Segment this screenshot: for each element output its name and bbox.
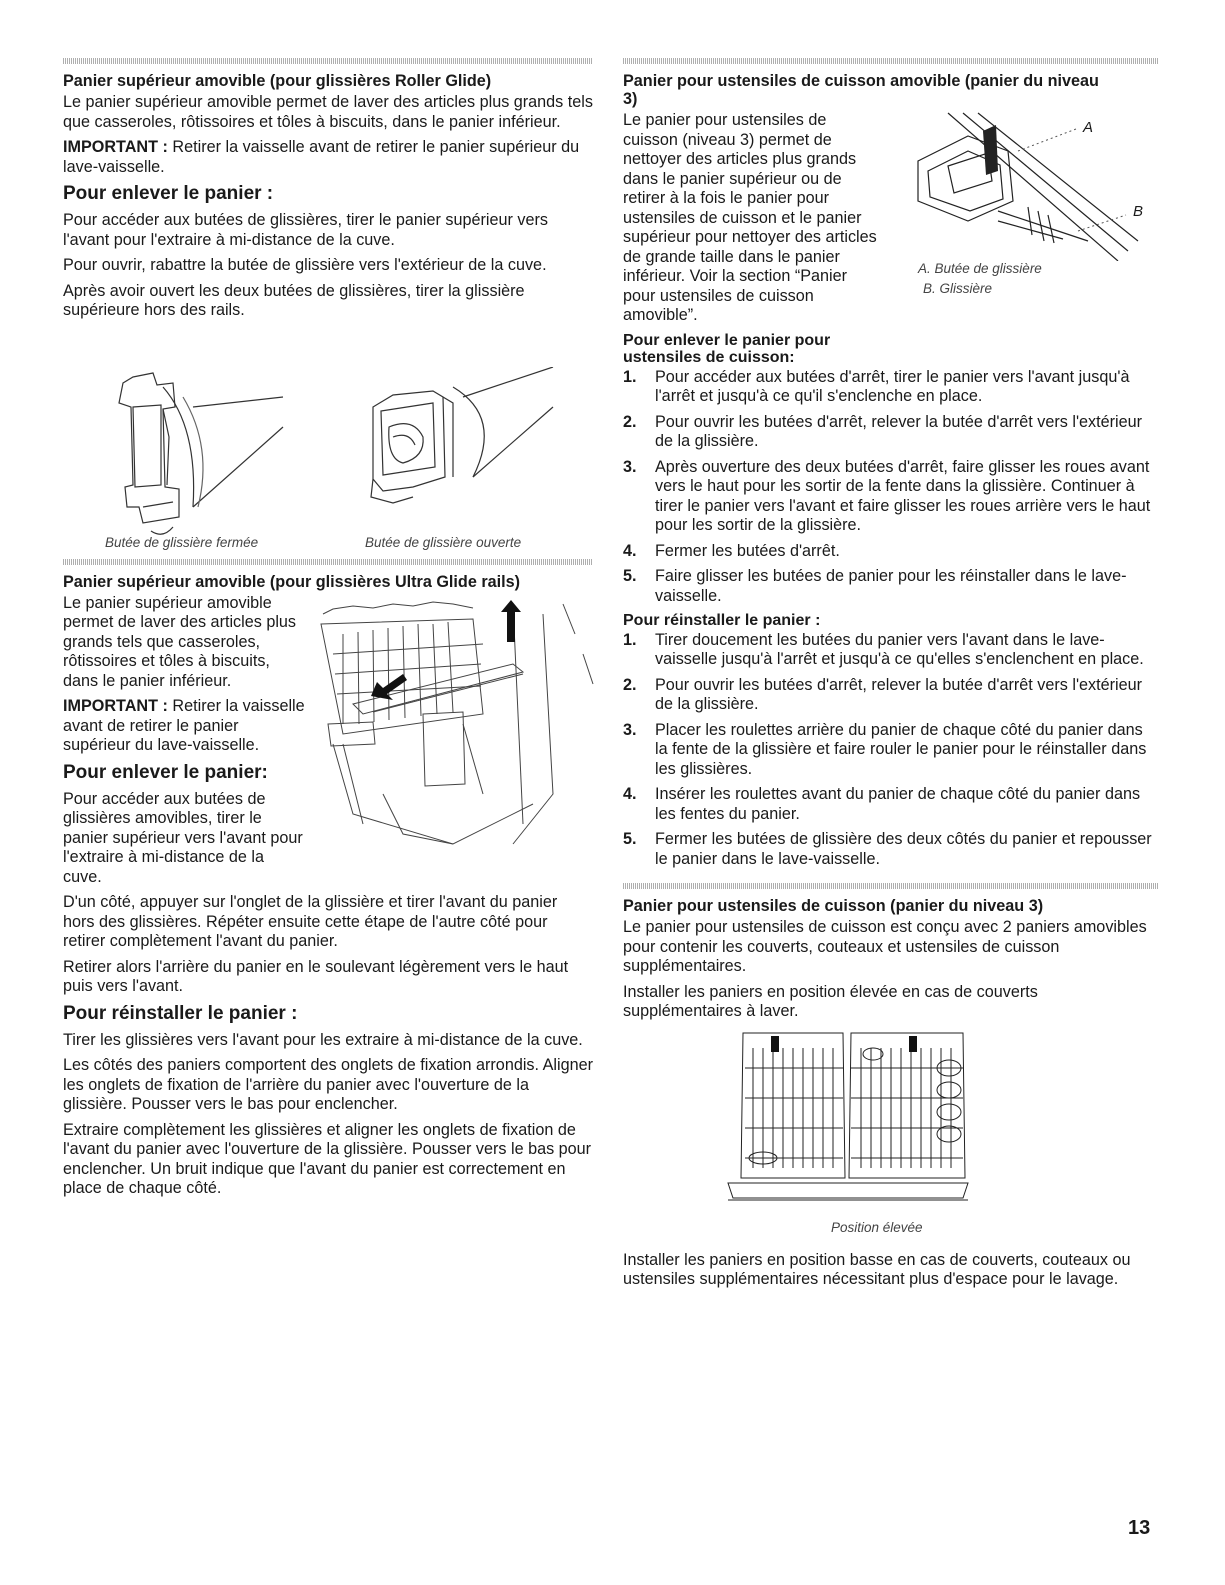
list-item <box>623 542 1158 562</box>
step-text: Pour ouvrir les butées d'arrêt, relever la butée d'arrêt vers l'extérieur de la glissière. <box>655 675 1143 713</box>
important-note <box>63 138 593 177</box>
paragraph: Le panier supérieur amovible permet de laver des articles plus grands tels que casseroles, rôtissoires et tôles à biscuits, dans le panier inférieur. <box>63 93 593 131</box>
important-text: Retirer la vaisselle avant de retirer le panier supérieur du lave-vaisselle. <box>63 697 305 754</box>
page-number: 13 <box>1128 1517 1151 1539</box>
list-item <box>623 721 1158 780</box>
paragraph: Les côtés des paniers comportent des onglets de fixation arrondis. Aligner les onglets de fixation de l'arrière du panier avec l'ouverture de la glissière. Pousser vers le bas pour enclencher. <box>63 1056 593 1113</box>
step-text: Insérer les roulettes avant du panier de chaque côté du panier dans les fentes du panier. <box>655 785 1141 823</box>
section-title-ultra-glide: Panier supérieur amovible (pour glissières Ultra Glide rails) <box>63 572 521 591</box>
step-number: 4. <box>623 785 637 803</box>
callout-label-b: B <box>1133 203 1144 220</box>
important-text: Retirer la vaisselle avant de retirer le panier supérieur du lave-vaisselle. <box>63 138 580 176</box>
step-number: 1. <box>623 367 637 386</box>
slide-stop-rail-illustration <box>888 111 1148 261</box>
important-label: IMPORTANT : <box>63 697 168 715</box>
list-item <box>623 458 1158 536</box>
ultra-glide-block <box>63 594 593 997</box>
step-number: 1. <box>623 630 637 649</box>
step-number: 3. <box>623 720 637 739</box>
list-item <box>623 413 1158 452</box>
paragraph: Extraire complètement les glissières et aligner les onglets de fixation de l'avant du panier avec l'ouverture de la glissière. Pousser vers le bas pour enclencher. Un bruit indique que l'avant du panier est correctement en place de chaque côté. <box>63 1120 592 1197</box>
subheading-remove-basket: Pour enlever le panier: <box>63 761 268 783</box>
remove-steps-list <box>623 368 1158 607</box>
list-item <box>623 676 1158 715</box>
paragraph: D'un côté, appuyer sur l'onglet de la glissière et tirer l'avant du panier hors des glissières. Répéter ensuite cette étape de l'autre côté pour retirer complètement l'avant du panier. <box>63 893 558 950</box>
section-title-roller-glide: Panier supérieur amovible (pour glissières Roller Glide) <box>63 72 492 90</box>
list-item <box>623 567 1158 606</box>
figure-slide-stop-rail <box>888 111 1158 301</box>
subheading-remove-cookware-basket: Pour enlever le panier pour ustensiles de cuisson: <box>623 331 831 366</box>
paragraph: Retirer alors l'arrière du panier en le soulevant légèrement vers le haut puis vers l'avant. <box>63 957 569 995</box>
paragraph: Installer les paniers en position basse en cas de couverts, couteaux ou ustensiles supplémentaires nécessitant plus d'espace pour le lavage. <box>623 1250 1131 1288</box>
caption-slide-stop: A. Butée de glissière <box>918 261 1042 276</box>
step-text: Fermer les butées de glissière des deux côtés du panier et repousser le panier dans le lave-vaisselle. <box>655 830 1152 868</box>
figure-slide-stops <box>63 327 593 559</box>
left-column <box>63 58 593 1205</box>
slide-stop-open-illustration <box>353 367 613 547</box>
list-item <box>623 830 1158 869</box>
section-divider <box>623 58 1158 64</box>
cookware-basket-intro <box>623 111 1158 367</box>
section-title-cookware-basket-removable: Panier pour ustensiles de cuisson amovible (panier du niveau 3) <box>623 72 1099 108</box>
step-text: Placer les roulettes arrière du panier de chaque côté du panier dans la fente de la glissière et faire rouler le panier pour le réinstaller dans les glissières. <box>655 720 1147 778</box>
step-text: Fermer les butées d'arrêt. <box>655 541 840 560</box>
list-item <box>623 368 1158 407</box>
paragraph: Le panier pour ustensiles de cuisson est conçu avec 2 paniers amovibles pour contenir les couverts, couteaux et ustensiles de cuisson supplémentaires. <box>623 918 1147 975</box>
important-label: IMPORTANT : <box>63 138 168 156</box>
paragraph: Pour accéder aux butées de glissières, tirer le panier supérieur vers l'avant pour l'extraire à mi-distance de la cuve. <box>63 211 548 249</box>
step-number: 2. <box>623 675 637 694</box>
step-number: 5. <box>623 830 637 848</box>
step-number: 3. <box>623 457 637 476</box>
caption-slide-stop-open: Butée de glissière ouverte <box>365 534 522 550</box>
figure-raised-position <box>623 1028 1158 1243</box>
caption-slide: B. Glissière <box>923 281 993 296</box>
step-text: Après ouverture des deux butées d'arrêt, faire glisser les roues avant vers le haut pour les sortir de la fente dans la glissière. Continuer à tirer le panier vers l'avant et faire glisser les roues arrière vers le haut pour les sortir de la glissière. <box>655 457 1151 534</box>
section-divider <box>623 883 1158 889</box>
subheading-reinstall-cookware-basket: Pour réinstaller le panier : <box>623 612 821 629</box>
ultra-glide-basket-illustration <box>313 594 598 859</box>
step-number: 5. <box>623 567 637 585</box>
slide-stop-closed-illustration <box>103 367 343 547</box>
subheading-remove-basket: Pour enlever le panier : <box>63 183 274 204</box>
paragraph: Le panier pour ustensiles de cuisson (niveau 3) permet de nettoyer des articles plus grands dans le panier supérieur ou de retirer à la fois le panier pour ustensiles de cuisson et le panier supérieur pour nettoyer des articles de grande taille dans le panier inférieur. Voir la section “Panier pour ustensiles de cuisson amovible”. <box>623 111 877 324</box>
paragraph: Le panier supérieur amovible permet de laver des articles plus grands tels que casseroles, rôtissoires et tôles à biscuits, dans le panier inférieur. <box>63 593 297 690</box>
caption-slide-stop-closed: Butée de glissière fermée <box>105 534 259 550</box>
right-column <box>623 58 1158 1296</box>
caption-raised-position: Position élevée <box>831 1219 923 1235</box>
paragraph: Tirer les glissières vers l'avant pour les extraire à mi-distance de la cuve. <box>63 1030 583 1049</box>
subheading-reinstall-basket: Pour réinstaller le panier : <box>63 1002 298 1024</box>
cutlery-basket-raised-illustration <box>723 1028 973 1208</box>
paragraph: Installer les paniers en position élevée en cas de couverts supplémentaires à laver. <box>623 982 1038 1020</box>
section-title-cookware-basket: Panier pour ustensiles de cuisson (panier du niveau 3) <box>623 897 1044 915</box>
step-text: Pour accéder aux butées d'arrêt, tirer le panier vers l'avant jusqu'à l'arrêt et jusqu'à ce qu'il s'enclenche en place. <box>655 367 1130 405</box>
step-text: Tirer doucement les butées du panier vers l'avant dans le lave-vaisselle jusqu'à l'arrêt et jusqu'à ce qu'elles s'enclenchent en place. <box>655 630 1144 668</box>
step-number: 2. <box>623 412 637 431</box>
paragraph: Pour ouvrir, rabattre la butée de glissière vers l'extérieur de la cuve. <box>63 256 547 274</box>
step-text: Faire glisser les butées de panier pour les réinstaller dans le lave-vaisselle. <box>655 567 1127 605</box>
reinstall-steps-list <box>623 631 1158 870</box>
paragraph: Après avoir ouvert les deux butées de glissières, tirer la glissière supérieure hors des rails. <box>63 281 525 319</box>
section-divider <box>63 58 593 64</box>
list-item <box>623 631 1158 670</box>
paragraph: Pour accéder aux butées de glissières amovibles, tirer le panier supérieur vers l'avant pour l'extraire à mi-distance de la cuve. <box>63 789 303 886</box>
step-text: Pour ouvrir les butées d'arrêt, relever la butée d'arrêt vers l'extérieur de la glissière. <box>655 412 1143 450</box>
list-item <box>623 785 1158 824</box>
step-number: 4. <box>623 541 637 560</box>
section-divider <box>63 559 593 565</box>
callout-label-a: A <box>1083 119 1094 136</box>
